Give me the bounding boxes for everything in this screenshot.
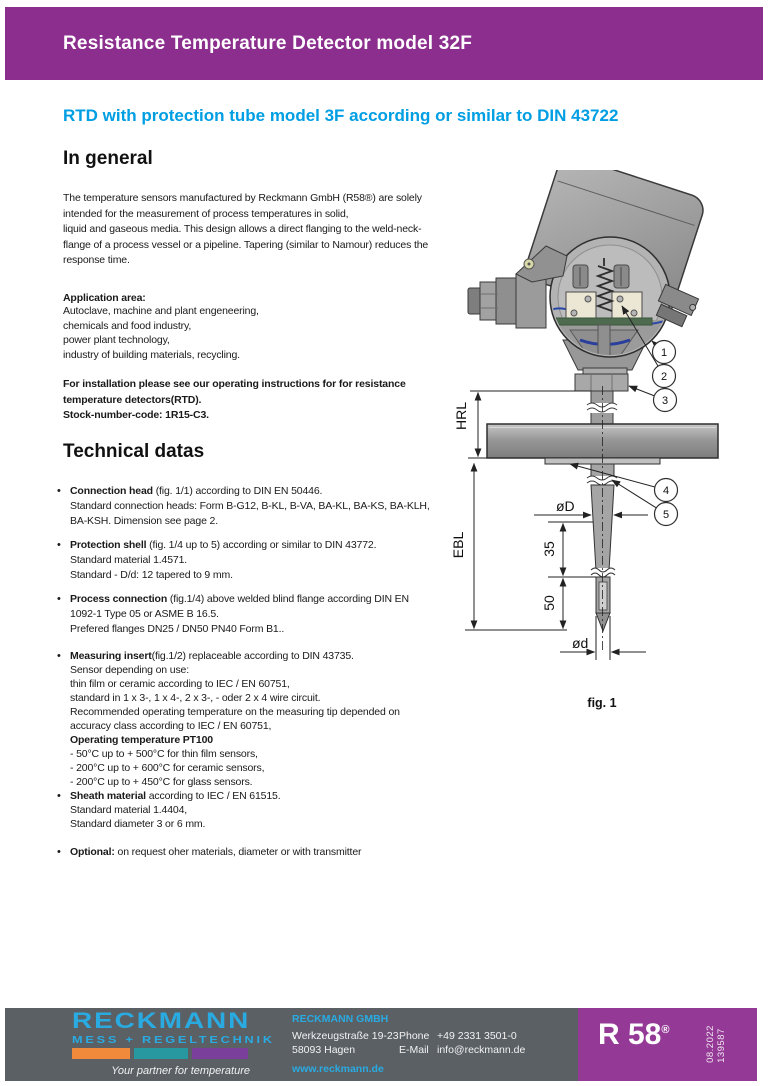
footer-email-label: E-Mail [399,1044,429,1056]
logo-bar-teal [134,1048,188,1059]
svg-text:5: 5 [662,509,670,521]
bullet-optional: • Optional: on request oher materials, diameter or with transmitter [57,846,362,858]
page-subtitle: RTD with protection tube model 3F according or similar to DIN 43722 [63,106,619,125]
figure-caption: fig. 1 [587,696,617,710]
footer-company-name: RECKMANN GMBH [292,1013,389,1025]
dim-label-diameter-D: øD [556,498,575,514]
operating-temperature-heading: Operating temperature PT100 [70,734,213,746]
callout-3 [654,389,677,412]
footer-phone-number: +49 2331 3501-0 [437,1030,517,1042]
bullet-icon: • [57,650,61,662]
dim-label-hrl: HRL [453,401,469,431]
bullet-measuring-insert: • Measuring insert(fig.1/2) replaceable according to DIN 43735. Sensor depending on use: thin film or ceramic according to IEC / EN 60751, standard in 1 x 3-, 1 x 4-, 2 x 3-, - oder 2 x 4 wire circuit. Recommended operating temperature on the measuring tip depended on accuracy class according to IEC / EN 60751, Operating temperature PT100 - 50°C up to + 500°C for thin film sensors, - 200°C up to + 600°C for ceramic sensors, - 200°C up to + 450°C for glass sensors. [57,649,457,789]
tube-tip [596,613,610,631]
svg-text:2: 2 [660,371,668,383]
callout-2 [653,365,676,388]
logo-subline: MESS + REGELTECHNIK [72,1035,275,1046]
r58-brand-mark: R 58® [598,1018,670,1051]
bullet-icon: • [57,846,61,858]
section-heading-general: In general [63,148,153,169]
insert-base-plate [556,318,652,325]
doc-number: 139587 [716,1028,727,1063]
terminal-screw [617,296,623,302]
page-title: Resistance Temperature Detector model 32F [63,33,473,54]
application-heading: Application area: [63,292,146,304]
bullet-icon: • [57,539,61,551]
svg-text:4: 4 [662,485,670,497]
hex-nut [575,374,628,391]
logo-tagline: Your partner for temperature [111,1065,250,1077]
bullet-protection-shell: • Protection shell (fig. 1/4 up to 5) according or similar to DIN 43772. Standard material 1.4571. Standard - D/d: 12 tapered to 9 mm. [57,539,377,581]
cable-gland [468,274,546,328]
bullet-process-connection: • Process connection (fig.1/4) above welded blind flange according DIN EN 1092-1 Type 05 or ASME B 16.5. Prefered flanges DN25 / DN50 PN40 Form B1.. [57,593,409,635]
bullet-sheath-material: • Sheath material according to IEC / EN 61515. Standard material 1.4404, Standard diameter 3 or 6 mm. [57,790,281,830]
footer-address-city: 58093 Hagen [292,1044,356,1056]
registered-icon: ® [661,1024,670,1036]
footer-address-street: Werkzeugstraße 19-23 [292,1030,399,1042]
installation-note: For installation please see our operating instructions for for resistance temperature detectors(RTD). Stock-number-code: 1R15-C3. [63,378,406,421]
logo-wordmark: RECKMANN [72,1008,251,1033]
dim-label-35: 35 [541,541,557,557]
svg-text:1: 1 [660,347,668,359]
footer-phone-label: Phone [399,1030,430,1042]
svg-text:3: 3 [661,395,669,407]
application-area: Application area: Autoclave, machine and plant engeneering, chemicals and food industry, power plant technology, industry of building materials, recycling. [63,292,259,361]
section-heading-technical: Technical datas [63,441,205,462]
logo-bar-purple [192,1048,248,1059]
bullet-icon: • [57,485,61,497]
bullet-connection-head: • Connection head (fig. 1/1) according to DIN EN 50446. Standard connection heads: Form B-G12, B-KL, B-VA, BA-KL, BA-KS, BA-KLH, BA-KSH. Dimension see page 2. [57,485,430,527]
technical-drawing-fig1 [450,170,768,720]
terminal-screw [631,310,637,316]
bullet-icon: • [57,593,61,605]
tube-tip-insert [599,582,607,610]
callout-5 [655,503,678,526]
callout-4 [655,479,678,502]
insert-stem [598,325,610,357]
terminal-block-left [566,292,596,318]
dim-label-50: 50 [541,595,557,611]
logo-bar-orange [72,1048,130,1059]
callout-1 [653,341,676,364]
footer-email-address[interactable]: info@reckmann.de [437,1044,526,1056]
doc-date: 08.2022 [705,1025,716,1063]
dim-label-ebl: EBL [450,531,466,559]
company-logo [72,1010,275,1047]
terminal-screw [585,296,591,302]
page-header-bar [5,7,763,80]
intro-paragraph: The temperature sensors manufactured by Reckmann GmbH (R58®) are solely intended for the measurement of process temperatures in solid, liquid and gaseous media. This design allows a direct flanging to the weld-neck- flange of a process vessel or a pipeline. Tapering (similar to Namour) reduces the response time. [63,192,429,266]
terminal-screw [571,310,577,316]
doc-revision-block [688,1016,744,1072]
footer-website-link[interactable]: www.reckmann.de [292,1063,384,1075]
bullet-icon: • [57,790,61,802]
dim-label-diameter-d: ød [572,635,589,651]
